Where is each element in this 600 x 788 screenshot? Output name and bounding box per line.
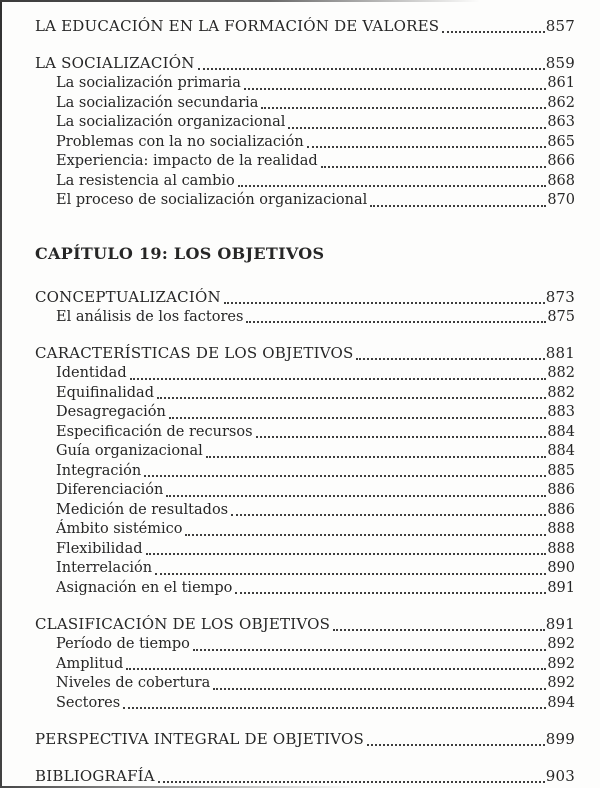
toc-subentry [35, 403, 575, 423]
dot-leader [235, 592, 546, 594]
toc-entry-label: CLASIFICACIÓN DE LOS OBJETIVOS [35, 615, 331, 633]
toc-entry [35, 342, 575, 364]
toc-section [35, 765, 575, 787]
toc-subentry [35, 635, 575, 655]
toc-entry-page: 892 [547, 655, 575, 672]
toc-subentry [35, 579, 575, 599]
toc-entry-label: Identidad [56, 365, 127, 381]
toc-entry-page: 868 [547, 172, 575, 189]
toc-entry-label: La resistencia al cambio [56, 172, 235, 189]
toc-entry-page: 859 [545, 54, 575, 72]
toc-entry-label: El proceso de socialización organizacional [56, 192, 368, 208]
toc-subentry [35, 172, 575, 192]
toc-subentry [35, 152, 575, 172]
toc-entry-label: Niveles de cobertura [56, 675, 211, 691]
toc-entry-page: 892 [547, 675, 575, 691]
toc-entry-label: Período de tiempo [56, 636, 190, 652]
toc-entry-page: 870 [547, 192, 575, 208]
toc-entry [35, 15, 575, 37]
toc-entry-page: 862 [547, 94, 575, 111]
toc-entry-label: El análisis de los factores [56, 308, 244, 325]
toc-entry-page: 903 [545, 767, 575, 785]
toc-subentry [35, 74, 575, 94]
toc-subentry [35, 694, 575, 714]
toc-subentry [35, 462, 575, 482]
toc-entry-page: 891 [545, 615, 575, 633]
dot-leader [169, 417, 546, 419]
dot-leader [307, 146, 547, 148]
toc-entry-label: La socialización primaria [56, 75, 241, 91]
dot-leader [321, 166, 547, 168]
dot-leader [130, 378, 547, 380]
toc-subentry [35, 113, 575, 133]
toc-entry-page: 888 [547, 540, 575, 557]
toc-entry-page: 899 [545, 730, 575, 748]
dot-leader [442, 31, 545, 33]
dot-leader [166, 495, 546, 497]
toc-entry [35, 613, 575, 635]
toc-subentry [35, 481, 575, 501]
dot-leader [206, 456, 547, 458]
dot-leader [123, 707, 546, 709]
dot-leader [224, 302, 545, 304]
dot-leader [356, 358, 544, 360]
toc-section [35, 613, 575, 713]
toc-entry-page: 866 [547, 153, 575, 169]
toc-entry-page: 886 [547, 482, 575, 498]
toc-entry-label: Integración [56, 462, 142, 479]
toc-entry [35, 728, 575, 750]
toc-entry-label: La socialización organizacional [56, 114, 286, 130]
toc-entry [35, 286, 575, 308]
toc-subentry [35, 559, 575, 579]
toc-subentry [35, 520, 575, 540]
toc-subentry [35, 501, 575, 521]
dot-leader [185, 534, 546, 536]
toc-entry-label: Sectores [56, 694, 121, 711]
toc-subentry [35, 655, 575, 675]
toc-subentry [35, 423, 575, 443]
dot-leader [126, 668, 546, 670]
dot-leader [231, 514, 546, 516]
toc-subentry [35, 364, 575, 384]
toc-subentry [35, 540, 575, 560]
toc-list [35, 15, 575, 787]
toc-entry-page: 857 [545, 17, 575, 35]
toc-section [35, 52, 575, 211]
toc-subentry [35, 308, 575, 328]
toc-entry-page: 865 [547, 133, 575, 150]
toc-section [35, 342, 575, 598]
scan-edge-left [0, 0, 2, 788]
toc-subentry [35, 384, 575, 404]
toc-entry-label: Problemas con la no socialización [56, 133, 304, 150]
toc-entry-page: 892 [547, 636, 575, 652]
dot-leader [146, 553, 547, 555]
toc-subentry [35, 94, 575, 114]
toc-entry-page: 873 [545, 287, 575, 306]
toc-entry-page: 884 [547, 423, 575, 440]
dot-leader [246, 321, 546, 323]
dot-leader [198, 68, 545, 70]
toc-entry-label: LA SOCIALIZACIÓN [35, 54, 195, 72]
toc-entry-label: PERSPECTIVA INTEGRAL DE OBJETIVOS [35, 730, 365, 748]
toc-entry-page: 861 [547, 75, 575, 91]
toc-entry-label: Medición de resultados [56, 501, 229, 518]
toc-entry-label: LA EDUCACIÓN EN LA FORMACIÓN DE VALORES [35, 17, 440, 35]
toc-entry [35, 52, 575, 74]
toc-entry-label: Asignación en el tiempo [56, 579, 233, 596]
dot-leader [193, 649, 546, 651]
toc-entry-label: Interrelación [56, 560, 153, 576]
toc-subentry [35, 133, 575, 153]
toc-entry-label: CONCEPTUALIZACIÓN [35, 287, 221, 306]
toc-entry-label: Equifinalidad [56, 384, 154, 401]
toc-entry-label: BIBLIOGRAFÍA [35, 767, 155, 785]
scan-edge-top [0, 0, 600, 2]
toc-entry-page: 885 [547, 462, 575, 479]
dot-leader [261, 107, 546, 109]
toc-entry-page: 890 [547, 560, 575, 576]
toc-entry-page: 891 [547, 579, 575, 596]
toc-entry-label: Diferenciación [56, 482, 164, 498]
chapter-heading: CAPÍTULO 19: LOS OBJETIVOS [35, 243, 325, 263]
toc-subentry [35, 674, 575, 694]
toc-entry-label: Flexibilidad [56, 540, 143, 557]
toc-entry-label: CARACTERÍSTICAS DE LOS OBJETIVOS [35, 344, 354, 362]
toc-entry-label: Amplitud [56, 655, 124, 672]
dot-leader [144, 475, 546, 477]
dot-leader [158, 781, 545, 783]
dot-leader [238, 185, 547, 187]
dot-leader [367, 744, 545, 746]
dot-leader [155, 573, 546, 575]
toc-section [35, 15, 575, 37]
toc-entry-page: 886 [547, 501, 575, 518]
toc-entry-label: Ámbito sistémico [56, 521, 183, 537]
toc-entry-label: La socialización secundaria [56, 94, 259, 111]
toc-entry-page: 884 [547, 443, 575, 459]
toc-entry-label: Especificación de recursos [56, 423, 253, 440]
dot-leader [288, 127, 546, 129]
toc-entry-page: 882 [547, 384, 575, 401]
dot-leader [157, 397, 546, 399]
toc-entry-page: 888 [547, 521, 575, 537]
dot-leader [256, 436, 547, 438]
toc-subentry [35, 191, 575, 211]
toc-entry-page: 875 [547, 308, 575, 325]
toc-section [35, 728, 575, 750]
toc-section [35, 286, 575, 328]
dot-leader [333, 629, 545, 631]
toc-entry-page: 894 [547, 694, 575, 711]
dot-leader [244, 88, 546, 90]
toc-entry-label: Desagregación [56, 404, 166, 420]
toc-entry-page: 881 [545, 344, 575, 362]
toc-entry [35, 765, 575, 787]
toc-entry-page: 883 [547, 404, 575, 420]
toc-entry-page: 863 [547, 114, 575, 130]
toc-entry-page: 882 [547, 365, 575, 381]
toc-entry-label: Guía organizacional [56, 443, 203, 459]
toc-subentry [35, 442, 575, 462]
toc-entry-label: Experiencia: impacto de la realidad [56, 153, 318, 169]
dot-leader [370, 205, 546, 207]
dot-leader [213, 688, 546, 690]
